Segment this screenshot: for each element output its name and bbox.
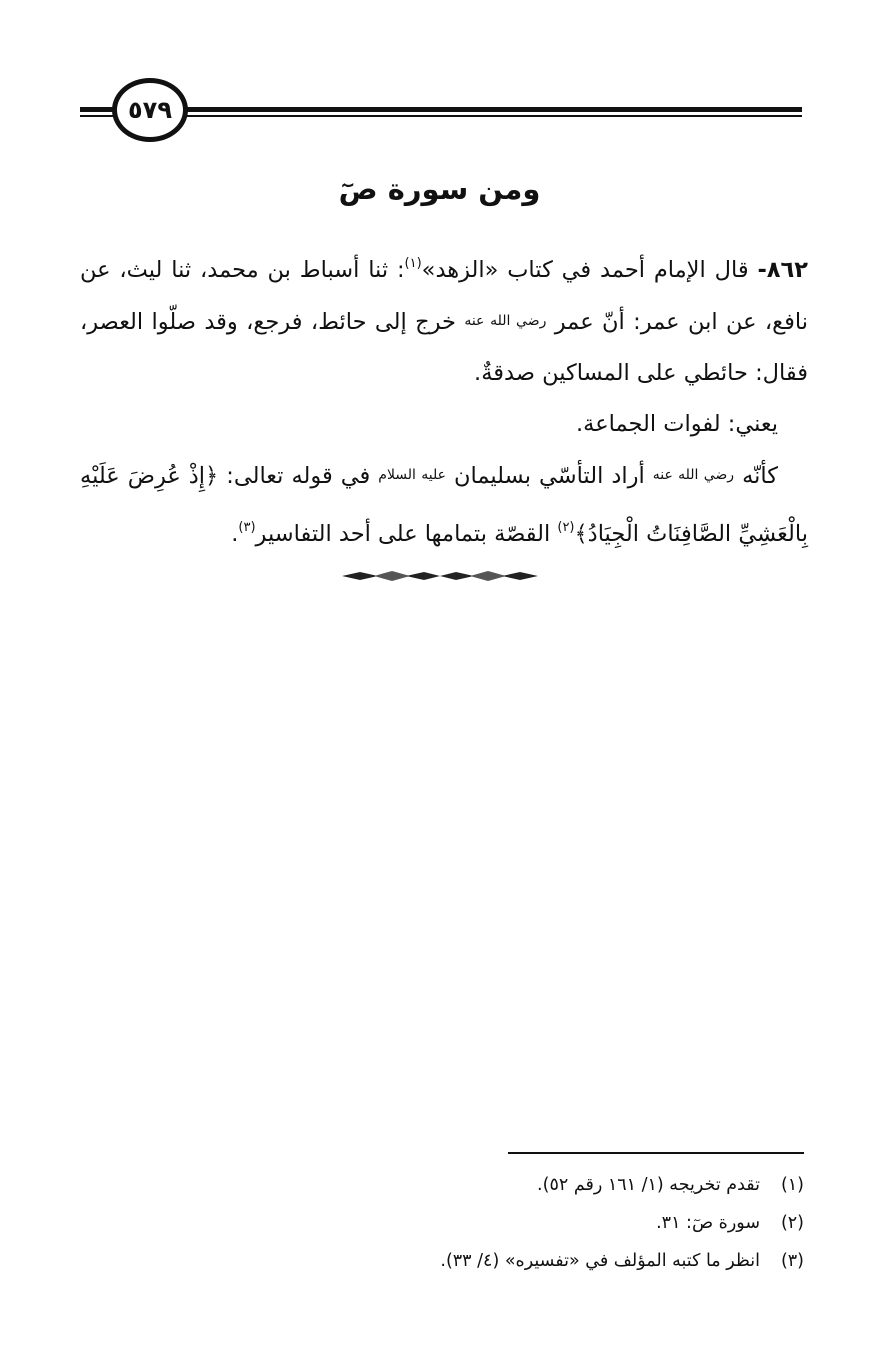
header-rule-thick bbox=[80, 107, 802, 112]
hadith-text-part1: قال الإمام أحمد في كتاب «الزهد» bbox=[421, 257, 749, 283]
commentary-paragraph bbox=[80, 450, 808, 560]
hadith-paragraph bbox=[80, 238, 808, 399]
footnote-rule bbox=[508, 1152, 804, 1154]
commentary-text-part4: القصّة بتمامها على أحد التفاسير bbox=[255, 521, 551, 547]
chapter-title: ومن سورة صٓ bbox=[338, 172, 541, 206]
main-text bbox=[80, 238, 808, 560]
honorific-radiallahu-icon: رضي الله عنه bbox=[652, 467, 735, 483]
footnote-3 bbox=[80, 1242, 804, 1280]
quran-verse: ﴿إِذْ عُرِضَ عَلَيْهِ بِالْعَشِيِّ الصَّافِنَاتُ الْجِيَادُ﴾ bbox=[80, 463, 808, 547]
footnote-ref-2[interactable]: (٢) bbox=[557, 520, 575, 535]
footnote-number: (١) bbox=[780, 1175, 804, 1195]
explanation-text: يعني: لفوات الجماعة. bbox=[576, 411, 778, 437]
header-rule bbox=[80, 100, 802, 122]
commentary-end: . bbox=[231, 521, 239, 547]
explanation-paragraph bbox=[80, 399, 808, 450]
footnote-2 bbox=[80, 1204, 804, 1242]
commentary-text-part2: أراد التأسّي بسليمان bbox=[454, 463, 645, 489]
page-number: ٥٧٩ bbox=[112, 78, 188, 142]
hadith-text-part2: : ثنا أسباط بن محمد، ثنا ليث، عن نافع، عن ابن عمر: أنّ عمر bbox=[80, 257, 809, 335]
ornament-divider-icon bbox=[340, 568, 540, 584]
footnote-ref-3[interactable]: (٣) bbox=[238, 520, 256, 535]
header-rule-thin bbox=[80, 115, 802, 117]
footnote-1 bbox=[80, 1166, 804, 1204]
footnote-ref-1[interactable]: (١) bbox=[404, 256, 422, 271]
footnotes bbox=[80, 1166, 804, 1280]
footnote-text: انظر ما كتبه المؤلف في «تفسيره» (٤/ ٣٣). bbox=[440, 1251, 760, 1271]
commentary-text-part1: كأنّه bbox=[742, 463, 778, 489]
footnote-number: (٢) bbox=[780, 1213, 804, 1233]
commentary-text-part3: في قوله تعالى: bbox=[226, 463, 371, 489]
footnote-text: سورة صٓ: ٣١. bbox=[656, 1213, 760, 1233]
honorific-alayhissalam-icon: عليه السلام bbox=[378, 467, 446, 483]
hadith-text-part3: خرج إلى حائط، فرجع، وقد صلّوا العصر، فقال: حائطي على المساكين صدقةٌ. bbox=[80, 309, 808, 386]
honorific-radiallahu-icon: رضي الله عنه bbox=[464, 313, 547, 329]
footnote-number: (٣) bbox=[780, 1251, 804, 1271]
footnote-text: تقدم تخريجه (١/ ١٦١ رقم ٥٢). bbox=[537, 1175, 760, 1195]
hadith-number: ٨٦٢- bbox=[757, 257, 808, 283]
